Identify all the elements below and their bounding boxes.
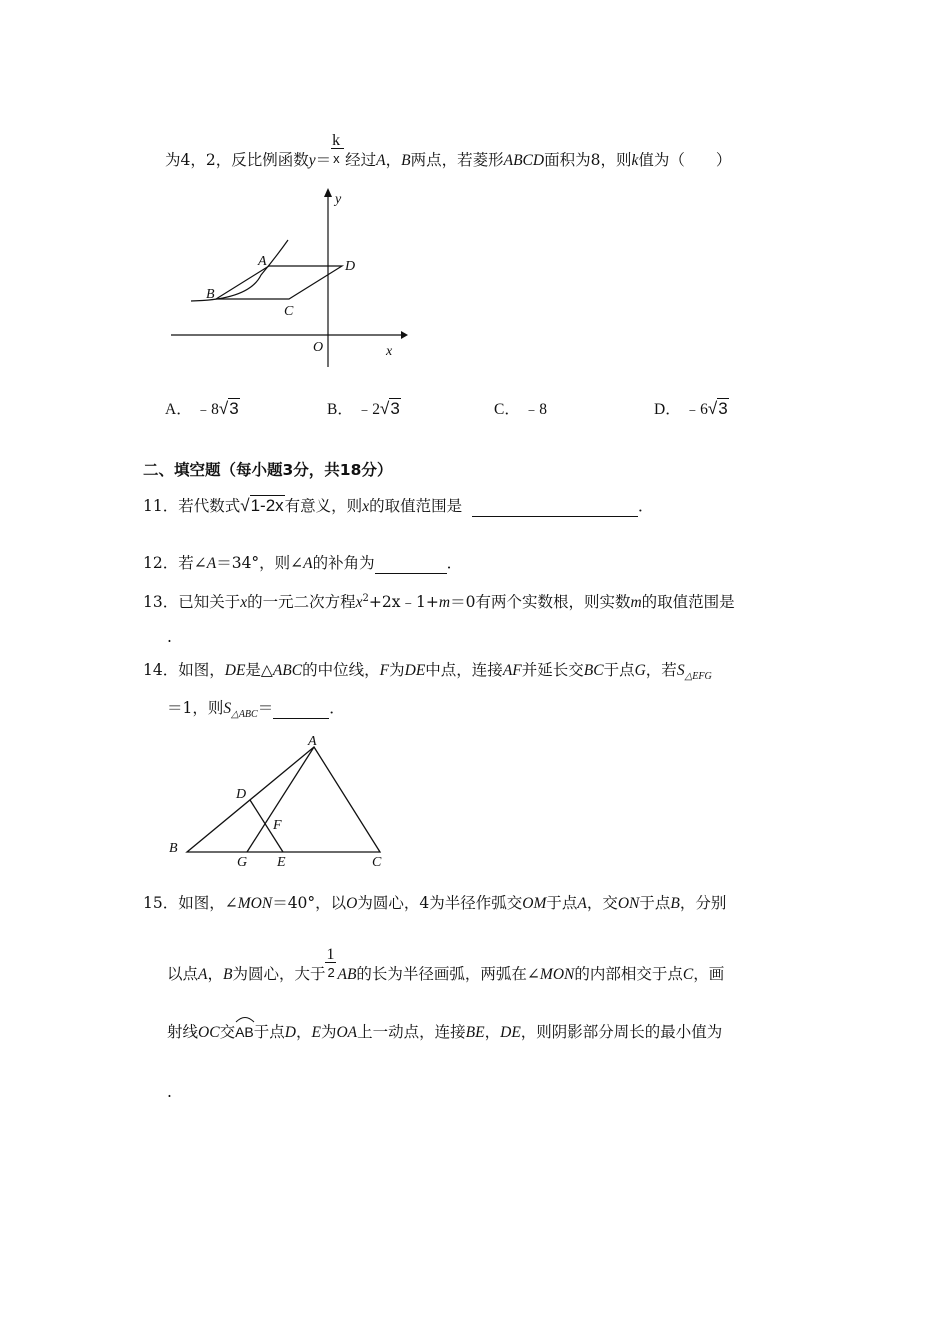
rhombus-abcd <box>216 266 342 299</box>
label-c: C <box>284 304 294 319</box>
label-o: O <box>313 340 324 355</box>
segment-ag <box>247 747 314 852</box>
option-d[interactable]: D． ﹣6√3 <box>654 399 728 418</box>
section-title: 二、填空题（每小题3分，共18分） <box>143 461 393 479</box>
q15-line3: 射线OC交 AB于点D，E为OA上一动点，连接BE，DE，则阴影部分周长的最小值为 <box>167 1022 722 1043</box>
label-f: F <box>273 818 282 833</box>
q13-end: . <box>167 628 172 646</box>
sqrt-icon: √3 <box>707 399 728 418</box>
option-a[interactable]: A． ﹣8√3 <box>165 399 239 418</box>
q10-figure <box>165 185 410 370</box>
label-a: A <box>258 254 267 269</box>
label-a: A <box>308 734 317 749</box>
q14-figure <box>165 730 395 872</box>
label-e: E <box>277 855 286 870</box>
y-axis-arrow <box>324 188 332 197</box>
label-y: y <box>335 192 342 207</box>
q12: 12．若∠A＝34°，则∠A的补角为 ． <box>143 554 463 572</box>
label-b: B <box>169 841 178 856</box>
q11-answer-blank[interactable] <box>472 496 638 517</box>
label-g: G <box>237 855 248 870</box>
triangle-abc <box>187 747 380 852</box>
label-d: D <box>345 259 356 274</box>
label-x: x <box>386 344 393 359</box>
sqrt-icon: √3 <box>218 399 239 418</box>
label-d: D <box>236 787 247 802</box>
q11: 11．若代数式√1-2x有意义，则x的取值范围是 ． <box>143 496 654 515</box>
q15-line1: 15．如图，∠MON＝40°，以O为圆心，4为半径作弧交OM于点A，交ON于点B，分别 <box>143 894 727 912</box>
label-c: C <box>372 855 382 870</box>
sqrt-icon: √1-2x <box>240 496 284 515</box>
fraction-one-half: $\frac{1}{2}$ <box>326 946 335 980</box>
x-axis-arrow <box>401 331 408 339</box>
q10-stem: 为4，2，反比例函数y＝ $\frac{k}{x}$ 经过A，B两点，若菱形ABCD面积为8，则k值为（ ） <box>165 132 732 169</box>
q14-line2: ＝1，则$S_{\triangle ABC}=$ ． <box>167 699 345 721</box>
q12-answer-blank[interactable] <box>375 553 447 574</box>
sqrt-icon: √3 <box>379 399 400 418</box>
option-c[interactable]: C． ﹣8 <box>494 401 547 418</box>
label-b: B <box>206 287 215 302</box>
q15-end: . <box>167 1083 172 1101</box>
q14: 14．如图，DE是△ABC的中位线，F为DE中点，连接AF并延长交BC于点G，若$S_{\triangle EFG}$ <box>143 661 712 683</box>
arc-icon <box>234 1015 256 1023</box>
func-y: y <box>308 152 316 169</box>
q14-answer-blank[interactable] <box>273 698 329 719</box>
q15-line2: 以点A，B为圆心，大于 $\frac{1}{2}$ AB的长为半径画弧，两弧在∠MON的内部相交于点C，画 <box>167 946 725 983</box>
option-b[interactable]: B． ﹣2√3 <box>327 399 400 418</box>
arc-ab: AB <box>235 1022 254 1042</box>
fraction-k-over-x: $\frac{k}{x}$ <box>331 151 345 171</box>
q13: 13．已知关于x的一元二次方程$x^2+2x﹣1+m=0$有两个实数根，则实数m的取值范围是 <box>143 593 735 612</box>
